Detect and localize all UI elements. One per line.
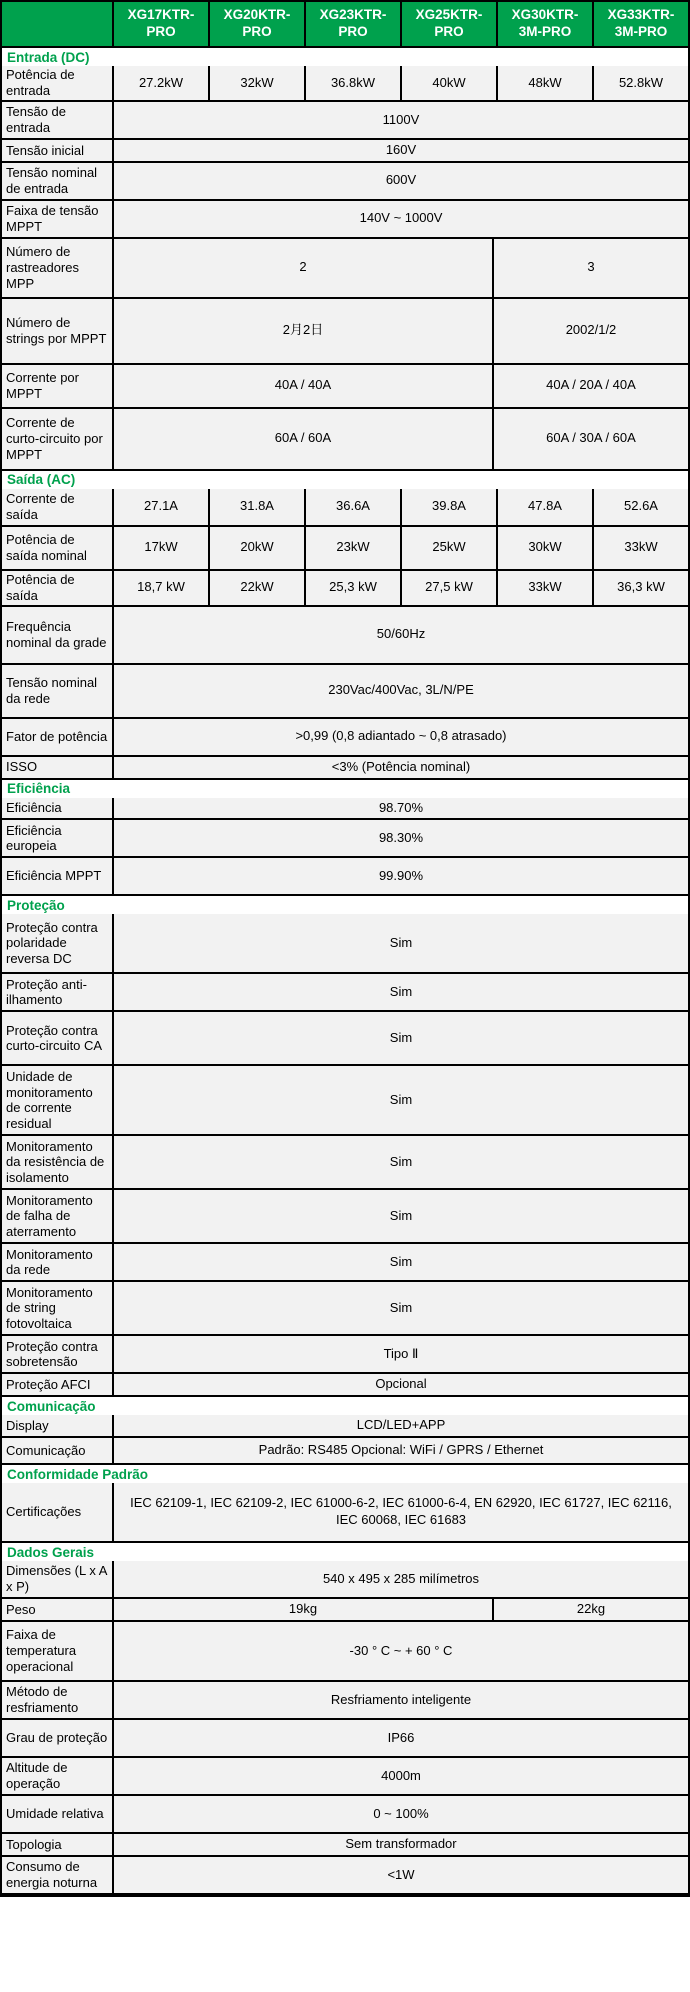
row-label: Tensão inicial xyxy=(2,140,114,161)
row-value-span: Resfriamento inteligente xyxy=(114,1682,688,1718)
row-value-cell: 52.6A xyxy=(594,489,688,525)
row-value-span: 0 ~ 100% xyxy=(114,1796,688,1832)
row-value-span: 50/60Hz xyxy=(114,607,688,663)
section-title: Saída (AC) xyxy=(7,472,76,488)
model-header-cell: XG20KTR-PRO xyxy=(210,2,306,46)
row-label: Corrente de saída xyxy=(2,489,114,525)
spec-row xyxy=(2,914,688,974)
row-value-span: LCD/LED+APP xyxy=(114,1415,688,1436)
spec-row xyxy=(2,798,688,821)
spec-row xyxy=(2,1012,688,1066)
row-value-span: <3% (Potência nominal) xyxy=(114,757,688,778)
spec-row xyxy=(2,665,688,719)
spec-row xyxy=(2,239,688,299)
spec-row xyxy=(2,1415,688,1438)
row-value-cell: 33kW xyxy=(498,571,594,605)
spec-row xyxy=(2,140,688,163)
row-label: Eficiência MPPT xyxy=(2,858,114,894)
spec-row xyxy=(2,1282,688,1336)
row-label: Monitoramento de string fotovoltaica xyxy=(2,1282,114,1334)
model-header-row xyxy=(2,2,688,48)
row-value-left: 19kg xyxy=(114,1599,494,1620)
row-value-right: 2002/1/2 xyxy=(494,299,688,363)
row-value-span: IEC 62109-1, IEC 62109-2, IEC 61000-6-2, IEC 61000-6-4, EN 62920, IEC 61727, IEC 62116, IEC 60068, IEC 61683 xyxy=(114,1483,688,1541)
row-value-span: 540 x 495 x 285 milímetros xyxy=(114,1561,688,1597)
row-value-left: 40A / 40A xyxy=(114,365,494,407)
row-label: Número de rastreadores MPP xyxy=(2,239,114,297)
row-label: ISSO xyxy=(2,757,114,778)
row-label: Tensão nominal de entrada xyxy=(2,163,114,199)
spec-row xyxy=(2,1599,688,1622)
row-value-span: 160V xyxy=(114,140,688,161)
row-label: Corrente por MPPT xyxy=(2,365,114,407)
row-label: Certificações xyxy=(2,1483,114,1541)
section-header xyxy=(2,780,688,798)
section-header xyxy=(2,1465,688,1483)
spec-row xyxy=(2,1066,688,1136)
row-label: Proteção contra polaridade reversa DC xyxy=(2,914,114,972)
row-label: Eficiência europeia xyxy=(2,820,114,856)
spec-row xyxy=(2,299,688,365)
section-title: Comunicação xyxy=(7,1398,96,1414)
row-value-cell: 40kW xyxy=(402,66,498,100)
model-header-cell: XG33KTR-3M-PRO xyxy=(607,7,675,39)
row-label: Monitoramento de falha de aterramento xyxy=(2,1190,114,1242)
row-value-span: Opcional xyxy=(114,1374,688,1395)
spec-row xyxy=(2,1720,688,1758)
row-value-cell: 23kW xyxy=(306,527,402,569)
row-value-right: 60A / 30A / 60A xyxy=(494,409,688,469)
spec-row xyxy=(2,1483,688,1543)
row-value-cell: 27,5 kW xyxy=(402,571,498,605)
spec-row xyxy=(2,1834,688,1857)
row-label: Faixa de temperatura operacional xyxy=(2,1622,114,1680)
row-value-span: 140V ~ 1000V xyxy=(114,201,688,237)
row-value-span: 1100V xyxy=(114,102,688,138)
spec-row xyxy=(2,102,688,140)
spec-row xyxy=(2,163,688,201)
row-value-cell: 48kW xyxy=(498,66,594,100)
row-value-cell: 52.8kW xyxy=(594,66,688,100)
row-label: Método de resfriamento xyxy=(2,1682,114,1718)
spec-row xyxy=(2,1374,688,1397)
row-value-cell: 36.6A xyxy=(306,489,402,525)
spec-row xyxy=(2,607,688,665)
row-label: Eficiência xyxy=(2,798,114,819)
row-value-cell: 33kW xyxy=(594,527,688,569)
row-value-cell: 17kW xyxy=(114,527,210,569)
row-value-cell: 27.1A xyxy=(114,489,210,525)
row-label: Proteção anti-ilhamento xyxy=(2,974,114,1010)
row-value-span: Sim xyxy=(114,1282,688,1334)
section-title: Entrada (DC) xyxy=(7,49,90,65)
section-header xyxy=(2,1397,688,1415)
row-value-cell: 18,7 kW xyxy=(114,571,210,605)
spec-row xyxy=(2,1758,688,1796)
section-title: Conformidade Padrão xyxy=(7,1466,149,1482)
section-title: Dados Gerais xyxy=(7,1544,95,1560)
spec-row xyxy=(2,1244,688,1282)
row-label: Comunicação xyxy=(2,1438,114,1463)
spec-row xyxy=(2,365,688,409)
spec-row xyxy=(2,1136,688,1190)
row-label: Potência de saída xyxy=(2,571,114,605)
spec-row xyxy=(2,201,688,239)
spec-row xyxy=(2,974,688,1012)
model-header-cell: XG17KTR-PRO xyxy=(114,2,210,46)
row-label: Tensão nominal da rede xyxy=(2,665,114,717)
row-label: Topologia xyxy=(2,1834,114,1855)
row-label: Proteção contra curto-circuito CA xyxy=(2,1012,114,1064)
section-header xyxy=(2,48,688,66)
row-label: Potência de saída nominal xyxy=(2,527,114,569)
row-value-cell: 36.8kW xyxy=(306,66,402,100)
spec-row xyxy=(2,1336,688,1374)
row-value-cell: 20kW xyxy=(210,527,306,569)
row-label: Tensão de entrada xyxy=(2,102,114,138)
section-title: Eficiência xyxy=(7,781,71,796)
row-value-cell: 47.8A xyxy=(498,489,594,525)
row-value-cell: 25,3 kW xyxy=(306,571,402,605)
row-value-span: 230Vac/400Vac, 3L/N/PE xyxy=(114,665,688,717)
spec-row xyxy=(2,719,688,757)
row-label: Display xyxy=(2,1415,114,1436)
header-corner-cell xyxy=(2,2,114,46)
spec-row xyxy=(2,1857,688,1895)
row-value-span: IP66 xyxy=(114,1720,688,1756)
row-label: Consumo de energia noturna xyxy=(2,1857,114,1893)
row-label: Peso xyxy=(2,1599,114,1620)
row-label: Altitude de operação xyxy=(2,1758,114,1794)
row-label: Número de strings por MPPT xyxy=(2,299,114,363)
spec-row xyxy=(2,1438,688,1465)
row-label: Umidade relativa xyxy=(2,1796,114,1832)
section-header xyxy=(2,471,688,489)
row-label: Proteção AFCI xyxy=(2,1374,114,1395)
section-title: Proteção xyxy=(7,897,65,913)
row-value-cell: 30kW xyxy=(498,527,594,569)
row-value-span: Sim xyxy=(114,914,688,972)
section-header xyxy=(2,896,688,914)
model-header-cell: XG25KTR-PRO xyxy=(402,2,498,46)
row-value-span: <1W xyxy=(114,1857,688,1893)
row-value-span: Sim xyxy=(114,1244,688,1280)
row-value-cell: 25kW xyxy=(402,527,498,569)
spec-row xyxy=(2,571,688,607)
row-value-span: Padrão: RS485 Opcional: WiFi / GPRS / Ethernet xyxy=(114,1438,688,1463)
row-label: Potência de entrada xyxy=(2,66,114,100)
spec-row xyxy=(2,1190,688,1244)
row-value-cell: 22kW xyxy=(210,571,306,605)
row-value-cell: 27.2kW xyxy=(114,66,210,100)
spec-row xyxy=(2,489,688,527)
row-value-cell: 31.8A xyxy=(210,489,306,525)
row-value-span: Sim xyxy=(114,1190,688,1242)
row-value-span: 600V xyxy=(114,163,688,199)
row-value-cell: 32kW xyxy=(210,66,306,100)
row-value-span: 99.90% xyxy=(114,858,688,894)
row-value-span: Sim xyxy=(114,1136,688,1188)
spec-row xyxy=(2,66,688,102)
row-label: Fator de potência xyxy=(2,719,114,755)
row-label: Monitoramento da rede xyxy=(2,1244,114,1280)
spec-row xyxy=(2,1622,688,1682)
row-value-span: 98.70% xyxy=(114,798,688,819)
row-value-right: 3 xyxy=(494,239,688,297)
row-label: Frequência nominal da grade xyxy=(2,607,114,663)
spec-row xyxy=(2,858,688,896)
row-label: Grau de proteção xyxy=(2,1720,114,1756)
spec-row xyxy=(2,820,688,858)
row-value-span: Sim xyxy=(114,1012,688,1064)
row-value-left: 60A / 60A xyxy=(114,409,494,469)
row-value-left: 2 xyxy=(114,239,494,297)
model-header-cell: XG23KTR-PRO xyxy=(306,2,402,46)
row-value-cell: 36,3 kW xyxy=(594,571,688,605)
row-label: Monitoramento da resistência de isolamento xyxy=(2,1136,114,1188)
spec-row xyxy=(2,1561,688,1599)
row-value-right: 22kg xyxy=(494,1599,688,1620)
section-header xyxy=(2,1543,688,1561)
row-value-span: Sim xyxy=(114,1066,688,1134)
row-value-span: 98.30% xyxy=(114,820,688,856)
row-value-span: Tipo Ⅱ xyxy=(114,1336,688,1372)
spec-row xyxy=(2,409,688,471)
row-value-span: >0,99 (0,8 adiantado ~ 0,8 atrasado) xyxy=(114,719,688,755)
model-header-cell: XG30KTR-3M-PRO xyxy=(498,2,594,46)
row-value-left: 2月2日 xyxy=(114,299,494,363)
row-label: Unidade de monitoramento de corrente residual xyxy=(2,1066,114,1134)
row-value-right: 40A / 20A / 40A xyxy=(494,365,688,407)
spec-row xyxy=(2,1796,688,1834)
spec-row xyxy=(2,1682,688,1720)
row-label: Faixa de tensão MPPT xyxy=(2,201,114,237)
row-label: Proteção contra sobretensão xyxy=(2,1336,114,1372)
row-value-cell: 39.8A xyxy=(402,489,498,525)
spec-row xyxy=(2,757,688,780)
row-label: Corrente de curto-circuito por MPPT xyxy=(2,409,114,469)
row-value-span: 4000m xyxy=(114,1758,688,1794)
row-value-span: Sim xyxy=(114,974,688,1010)
spec-row xyxy=(2,527,688,571)
row-value-span: Sem transformador xyxy=(114,1834,688,1855)
row-value-span: -30 ° C ~ + 60 ° C xyxy=(114,1622,688,1680)
row-label: Dimensões (L x A x P) xyxy=(2,1561,114,1597)
